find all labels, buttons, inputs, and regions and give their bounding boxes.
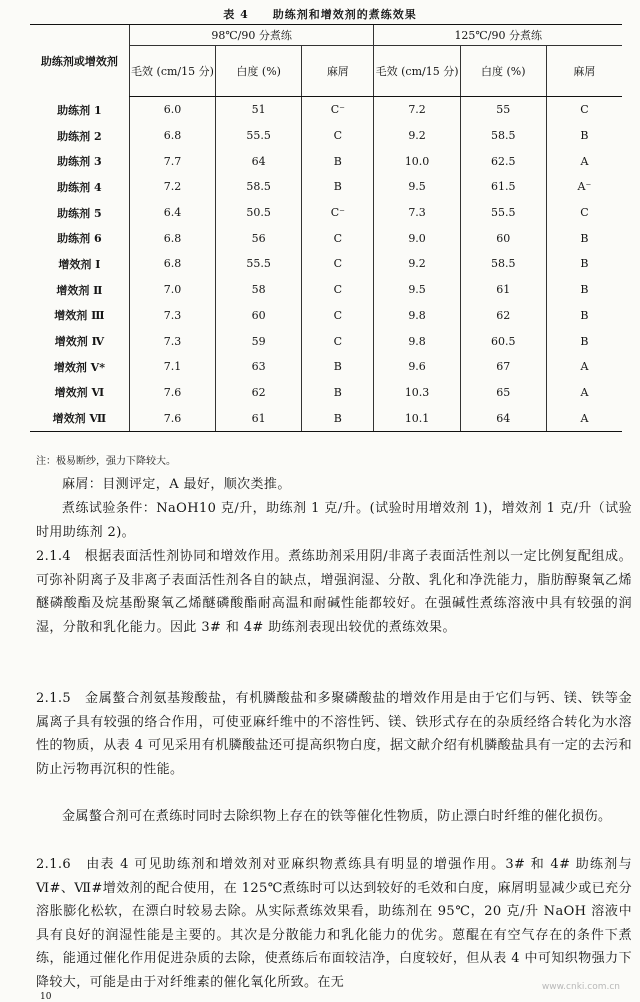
table-cell: 10.1 [374, 405, 460, 431]
table-cell: 7.2 [129, 174, 215, 200]
table-cell: 10.0 [374, 148, 460, 174]
table-row [30, 380, 622, 406]
page-number: 10 [40, 992, 52, 1002]
table-cell: 7.0 [129, 277, 215, 303]
row-header-cell [30, 25, 129, 97]
table-cell: 6.8 [129, 251, 215, 277]
table-row [30, 225, 622, 251]
row-label: 助练剂 3 [57, 155, 102, 169]
row-label: 增效剂 Ⅱ [56, 283, 103, 297]
table-cell: B [546, 328, 622, 354]
table-cell: 67 [460, 354, 546, 380]
paragraph-chelating: 金属螯合剂可在煮练时同时去除织物上存在的铁等催化性物质，防止漂白时纤维的催化损伤。 [62, 809, 612, 824]
group-header-98: 98℃/90 分煮练 [129, 25, 374, 46]
table-cell: 9.8 [374, 303, 460, 329]
table-cell: 58.5 [460, 123, 546, 149]
table-cell: B [546, 225, 622, 251]
table-cell: 61.5 [460, 174, 546, 200]
table-cell: 55.5 [216, 251, 302, 277]
table-row [30, 328, 622, 354]
table-cell: 60.5 [460, 328, 546, 354]
table-cell: 7.1 [129, 354, 215, 380]
watermark: www.cnki.com.cn [541, 982, 620, 992]
table-cell: 61 [460, 277, 546, 303]
row-label: 增效剂 Ⅶ [30, 405, 129, 431]
table-cell: 10.3 [374, 380, 460, 406]
paragraph-2-1-5: 2.1.5 金属螯合剂氨基羧酸盐，有机膦酸盐和多聚磷酸盐的增效作用是由于它们与钙、镁、铁等金属离子具有较强的络合作用，可使亚麻纤维中的不溶性钙、镁、铁形式存在的杂质经络合转化为水溶性的物质，从表 4 可见采用有机膦酸盐还可提高织物白度，据文献介绍有机膦酸盐具有一定的去污和防止污物再沉积的性能。 [36, 691, 632, 777]
row-label: 增效剂 Ⅰ [58, 257, 101, 271]
group-header-125: 125℃/90 分煮练 [374, 25, 622, 46]
table-row [30, 148, 622, 174]
table-cell: 6.0 [129, 97, 215, 123]
table-cell: 7.3 [129, 303, 215, 329]
table-cell: 9.0 [374, 225, 460, 251]
table-cell: 62 [216, 380, 302, 406]
table-cell: B [302, 174, 374, 200]
table-cell: B [302, 354, 374, 380]
col-header: 麻屑 [302, 46, 374, 97]
table-cell: B [302, 405, 374, 431]
col-header: 毛效 (cm/15 分) [129, 46, 215, 97]
table-cell: C [302, 328, 374, 354]
table-cell: 51 [216, 97, 302, 123]
table-cell: 60 [460, 225, 546, 251]
table-cell: A [546, 354, 622, 380]
table-cell: B [546, 123, 622, 149]
table-cell: C [546, 97, 622, 123]
row-label: 助练剂 4 [57, 180, 102, 194]
table-cell: A⁻ [546, 174, 622, 200]
table-cell: 65 [460, 380, 546, 406]
table-cell: 62.5 [460, 148, 546, 174]
table-row [30, 174, 622, 200]
table-row [30, 97, 622, 123]
table-cell: 61 [216, 405, 302, 431]
table-cell: 55.5 [460, 200, 546, 226]
table-cell: 55 [460, 97, 546, 123]
paragraph-rating: 麻屑：目测评定，A 最好，顺次类推。 [62, 477, 291, 492]
row-label: 增效剂 Ⅵ [54, 386, 105, 400]
row-header: 助练剂或增效剂 [40, 54, 118, 68]
table-cell: 9.2 [374, 251, 460, 277]
table-row [30, 405, 622, 431]
table-cell: 58 [216, 277, 302, 303]
results-table [30, 24, 622, 432]
table-row [30, 354, 622, 380]
col-header: 毛效 (cm/15 分) [374, 46, 460, 97]
table-cell: 63 [216, 354, 302, 380]
paragraph-conditions: 煮练试验条件：NaOH10 克/升，助练剂 1 克/升。(试验时用增效剂 1)，增效剂 1 克/升（试验时用助练剂 2)。 [36, 501, 632, 540]
table-cell: 58.5 [216, 174, 302, 200]
table-cell: 6.8 [129, 225, 215, 251]
table-cell: A [546, 380, 622, 406]
table-cell: 7.3 [374, 200, 460, 226]
table-cell: 9.2 [374, 123, 460, 149]
table-note: 注：极易断纱，强力下降较大。 [36, 456, 176, 467]
paragraph-2-1-4: 2.1.4 根据表面活性剂协同和增效作用。煮练助剂采用阴/非离子表面活性剂以一定比例复配组成。可弥补阴离子及非离子表面活性剂各自的缺点，增强润湿、分散、乳化和净洗能力，脂肪醇聚氧乙烯醚磷酸酯及烷基酚聚氧乙烯醚磷酸酯耐高温和耐碱性能都较好。在强碱性煮练溶液中具有较强的润湿，分散和乳化能力。因此 3# 和 4# 助练剂表现出较优的煮练效果。 [36, 549, 632, 635]
table-cell: C [302, 225, 374, 251]
row-label: 助练剂 6 [57, 232, 102, 246]
table-cell: 9.6 [374, 354, 460, 380]
table-cell: B [546, 303, 622, 329]
table-cell: B [546, 251, 622, 277]
table-cell: 9.8 [374, 328, 460, 354]
col-header: 白度 (%) [460, 46, 546, 97]
row-label: 增效剂 Ⅲ [54, 309, 105, 323]
row-label: 助练剂 2 [57, 129, 102, 143]
table-title: 表 4 助练剂和增效剂的煮练效果 [223, 8, 417, 21]
table-cell: C [546, 200, 622, 226]
table-cell: 6.8 [129, 123, 215, 149]
table-cell: 56 [216, 225, 302, 251]
table-cell: C [302, 123, 374, 149]
table-cell: 62 [460, 303, 546, 329]
table-cell: 64 [216, 148, 302, 174]
table-cell: B [546, 277, 622, 303]
table-cell: A [546, 148, 622, 174]
col-header: 麻屑 [546, 46, 622, 97]
row-label: 助练剂 5 [57, 206, 102, 220]
table-cell: C [302, 303, 374, 329]
table-cell: 59 [216, 328, 302, 354]
table-cell: 7.3 [129, 328, 215, 354]
table-cell: C⁻ [302, 97, 374, 123]
table-cell: 9.5 [374, 174, 460, 200]
paragraph-2-1-6: 2.1.6 由表 4 可见助练剂和增效剂对亚麻织物煮练具有明显的增强作用。3# 和 4# 助练剂与Ⅵ#、Ⅶ#增效剂的配合使用，在 125℃煮练时可以达到较好的毛效和白度，麻屑明显减少或已充分溶胀膨化松软，在漂白时较易去除。从实际煮练效果看，助练剂在 95℃，20 克/升 NaOH 溶液中具有良好的润湿性能是主要的。其次是分散能力和乳化能力的优劣。蒽醌在有空气存在的条件下煮练，能通过催化作用促进杂质的去除，使煮练后布面较洁净，白度较好，但从表 4 中可知织物强力下降较大，可能是由于对纤维素的催化氧化所致。在无 [36, 857, 632, 990]
table-cell: C [302, 251, 374, 277]
table-row [30, 200, 622, 226]
table-cell: A [546, 405, 622, 431]
table-cell: 7.2 [374, 97, 460, 123]
row-label: 增效剂 Ⅳ [54, 335, 105, 349]
table-cell: B [302, 380, 374, 406]
table-cell: 64 [460, 405, 546, 431]
table-row [30, 123, 622, 149]
table-body [30, 97, 622, 432]
table-cell: 9.5 [374, 277, 460, 303]
col-header: 白度 (%) [216, 46, 302, 97]
row-label: 助练剂 1 [57, 103, 102, 117]
table-row [30, 277, 622, 303]
table-cell: 58.5 [460, 251, 546, 277]
table-cell: 55.5 [216, 123, 302, 149]
table-row [30, 303, 622, 329]
table-cell: 7.7 [129, 148, 215, 174]
table-cell: 7.6 [129, 405, 215, 431]
row-label: 增效剂 Ⅴ* [53, 360, 105, 374]
table-row [30, 251, 622, 277]
table-cell: 7.6 [129, 380, 215, 406]
table-cell: 50.5 [216, 200, 302, 226]
table-cell: B [302, 148, 374, 174]
table-cell: 6.4 [129, 200, 215, 226]
table-cell: C⁻ [302, 200, 374, 226]
table-cell: C [302, 277, 374, 303]
table-cell: 60 [216, 303, 302, 329]
